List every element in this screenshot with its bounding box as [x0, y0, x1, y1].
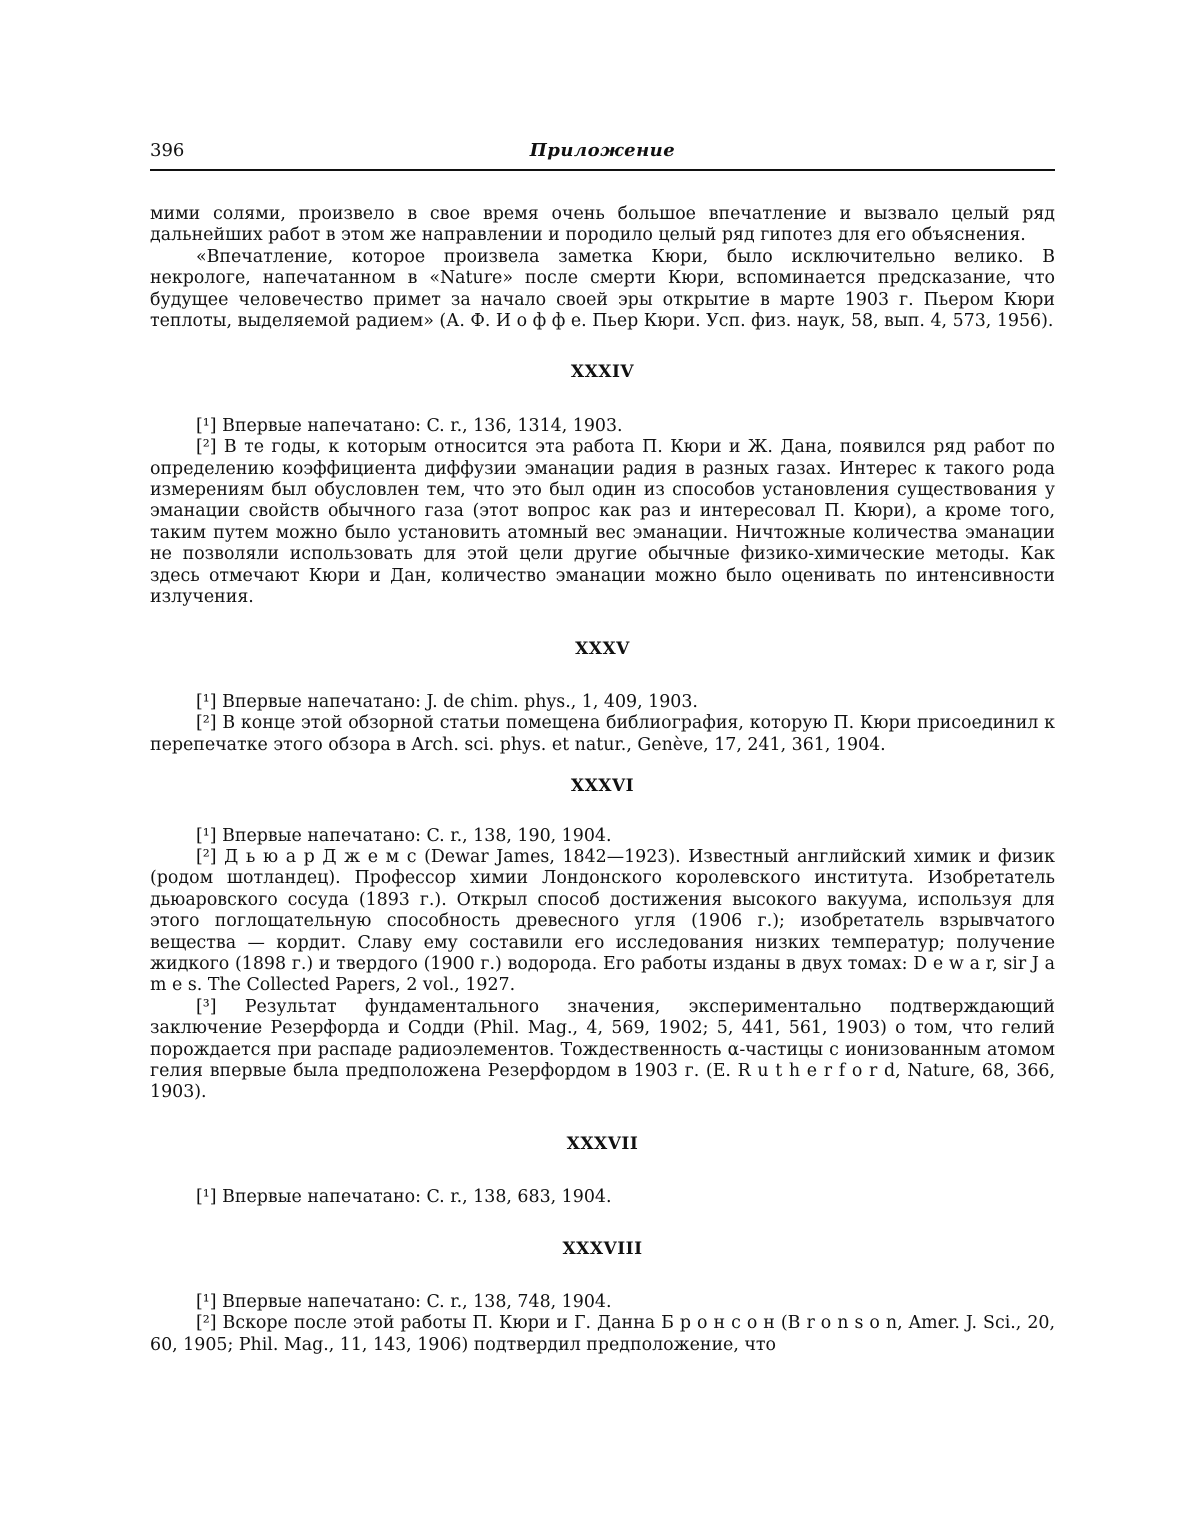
- page-content: [150, 204, 1055, 1356]
- note-xxxiv-1: [¹] Впервые напечатано: C. r., 136, 1314, 1903.: [196, 415, 623, 436]
- note-xxxvi-2: [²] Д ь ю а р Д ж е м с (Dewar James, 1842—1923). Известный английский химик и физик (родом шотландец). Профессор химии Лондонского королевского института. Изобретатель дьюаровского сосуда (1893 г.). Открыл способ достижения высокого вакуума, используя для этого поглощательную способность древесного угля (1906 г.); изобретатель взрывчатого вещества — кордит. Славу ему составили его исследования низких температур; получение жидкого (1898 г.) и твердого (1900 г.) водорода. Его работы изданы в двух томах: D e w a r, sir J a m e s. The Collected Papers, 2 vol., 1927.: [150, 846, 1055, 996]
- page-number: 396: [150, 140, 185, 161]
- running-header: [150, 140, 1055, 171]
- note-xxxiv-2: [²] В те годы, к которым относится эта работа П. Кюри и Ж. Дана, появился ряд работ по определению коэффициента диффузии эманации радия в разных газах. Интерес к такого рода измерениям был обусловлен тем, что это был один из способов установления существования у эманации свойств обычного газа (этот вопрос как раз и интересовал П. Кюри), а кроме того, таким путем можно было установить атомный вес эманации. Ничтожные количества эманации не позволяли использовать для этой цели другие обычные физико-химические методы. Как здесь отмечают Кюри и Дан, количество эманации можно было оценивать по интенсивности излучения.: [150, 437, 1055, 608]
- note-xxxvi-3: [³] Результат фундаментального значения, экспериментально подтверждающий заключение Резерфорда и Содди (Phil. Mag., 4, 569, 1902; 5, 441, 561, 1903) о том, что гелий порождается при распаде радиоэлементов. Тождественность α-частицы с ионизованным атомом гелия впервые была предположена Резерфордом в 1903 г. (E. R u t h e r f o r d, Nature, 68, 366, 1903).: [150, 996, 1055, 1103]
- section-heading-xxxv: XXXV: [575, 638, 630, 659]
- note-xxxvi-1: [¹] Впервые напечатано: C. r., 138, 190, 1904.: [196, 825, 612, 846]
- intro-paragraph-continued: мими солями, произвело в свое время очень большое впечатление и вызвало целый ряд дальнейших работ в этом же направлении и породило целый ряд гипотез для его объяснения.: [150, 204, 1055, 246]
- section-heading-xxxvi: XXXVI: [570, 776, 635, 797]
- note-xxxv-1: [¹] Впервые напечатано: J. de chim. phys., 1, 409, 1903.: [196, 691, 698, 712]
- note-xxxviii-2: [²] Вскоре после этой работы П. Кюри и Г. Данна Б р о н с о н (B r o n s o n, Amer. J. Sci., 20, 60, 1905; Phil. Mag., 11, 143, 1906) подтвердил предположение, что: [150, 1313, 1055, 1355]
- page: [150, 140, 1055, 1356]
- note-xxxv-2: [²] В конце этой обзорной статьи помещена библиография, которую П. Кюри присоединил к перепечатке этого обзора в Arch. sci. phys. et natur., Genève, 17, 241, 361, 1904.: [150, 713, 1055, 755]
- note-xxxvii-1: [¹] Впервые напечатано: C. r., 138, 683, 1904.: [196, 1187, 612, 1208]
- intro-paragraph-quote: «Впечатление, которое произвела заметка Кюри, было исключительно велико. В некрологе, напечатанном в «Nature» после смерти Кюри, вспоминается предсказание, что будущее человечество примет за начало своей эры открытие в марте 1903 г. Пьером Кюри теплоты, выделяемой радием» (А. Ф. И о ф ф е. Пьер Кюри. Усп. физ. наук, 58, вып. 4, 573, 1956).: [150, 246, 1055, 332]
- running-title: Приложение: [529, 140, 676, 161]
- note-xxxviii-1: [¹] Впервые напечатано: C. r., 138, 748, 1904.: [196, 1292, 612, 1313]
- section-heading-xxxvii: XXXVII: [566, 1133, 639, 1154]
- section-heading-xxxviii: XXXVIII: [562, 1238, 643, 1259]
- section-heading-xxxiv: XXXIV: [570, 362, 635, 383]
